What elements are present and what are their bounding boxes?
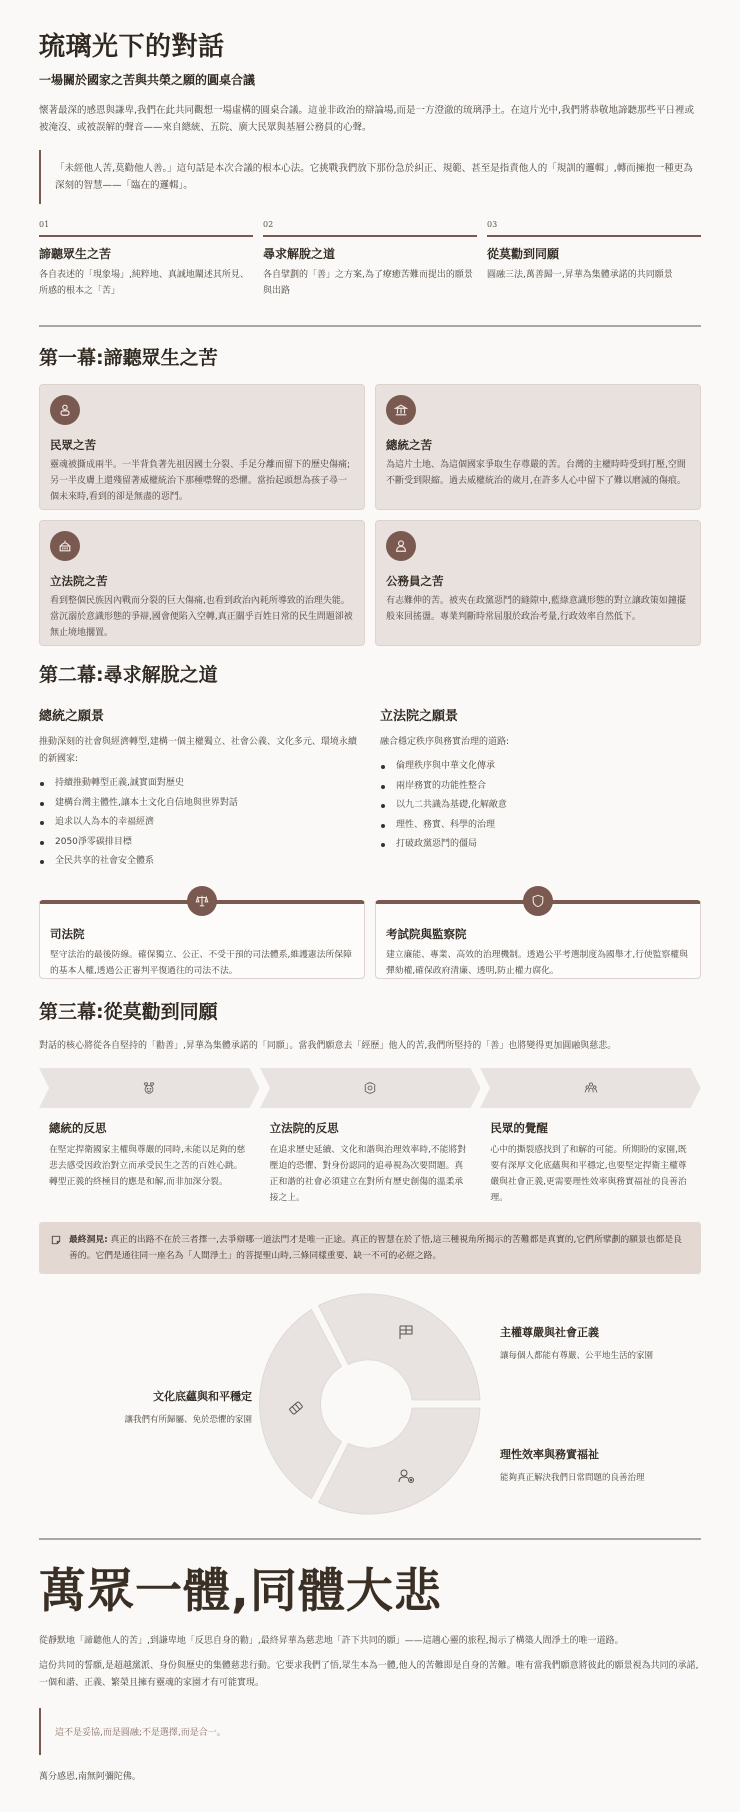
reflection-text: 心中的撕裂感找到了和解的可能。所期盼的家園,既要有深厚文化底蘊與和平穩定,也要堅定捍衛主權尊嚴與社會正義,更需要理性效率與務實福祉的良善治理。: [490, 1144, 687, 1203]
card-text: 有志難伸的苦。被夾在政黨惡鬥的縫隙中,藍綠意識形態的對立讓政策如鐘擺般來回搖盪。專業判斷時常屈服於政治考量,行政效率自然低下。: [386, 596, 686, 622]
step-title: 諦聽眾生之苦: [39, 247, 112, 261]
reflection-text: 在堅定捍衛國家主權與尊嚴的同時,未能以足夠的慈悲去感受因政治對立而承受民生之苦的百姓心跳。轉型正義的終極目的應是和解,而非加深分裂。: [49, 1144, 246, 1187]
reflection-people: [490, 1120, 691, 1206]
visions: [39, 705, 701, 872]
step-3: [487, 220, 701, 299]
court-card-judicial: [39, 900, 365, 979]
reflection-legislature: [270, 1120, 471, 1206]
court-title: 考試院與監察院: [386, 926, 467, 941]
court-text: 堅守法治的最後防線。確保獨立、公正、不受干預的司法體系,維護憲法所保障的基本人權,透過公正審判平復過往的司法不法。: [50, 949, 352, 976]
segment-description: 讓我們有所歸屬、免於恐懼的家園: [124, 1414, 252, 1425]
step-divider: [487, 235, 701, 237]
vision-title: 立法院之願景: [380, 709, 459, 724]
step-2: [263, 220, 477, 299]
list-item: 追求以人為本的幸福經濟: [39, 813, 360, 833]
process-arrow-1: [39, 1068, 260, 1108]
vision-president: [39, 705, 360, 872]
donut-segment-efficiency: [319, 1408, 481, 1514]
act3-description: 對話的核心將從各自堅持的「勸善」,昇華為集體承諾的「同願」。當我們願意去「經歷」他人的苦,我們所堅持的「善」也將變得更加圓融與慈悲。: [39, 1040, 617, 1051]
act2-heading: 第二幕:尋求解脫之道: [39, 664, 218, 686]
reflections: [39, 1120, 701, 1206]
people-group-icon: [584, 1081, 598, 1095]
card-text: 靈魂被撕成兩半。一半背負著先祖因國土分裂、手足分離而留下的歷史傷痛;另一半皮膚上還殘留著威權統治下那種噤聲的恐懼。當抬起頭想為孩子尋一個未來時,看到的卻是無盡的惡鬥。: [50, 460, 351, 502]
scales-icon: [187, 886, 217, 916]
donut-segment-sovereignty: [319, 1293, 481, 1399]
insight-label: 最終洞見:: [69, 1234, 108, 1245]
section-divider: [39, 325, 701, 327]
section-divider: [39, 1538, 701, 1540]
process-arrow-2: [260, 1068, 481, 1108]
step-title: 從莫勸到同願: [487, 247, 560, 261]
step-divider: [39, 235, 253, 237]
reflection-title: 總統的反思: [49, 1120, 107, 1135]
card-title: 立法院之苦: [50, 574, 108, 588]
court-cards: [39, 900, 701, 979]
reflection-president: [49, 1120, 250, 1206]
step-title: 尋求解脫之道: [263, 247, 336, 261]
list-item: 以九二共識為基礎,化解敵意: [380, 796, 701, 816]
list-item: 2050淨零碳排目標: [39, 833, 360, 853]
finale-title: 萬眾一體,同體大悲: [39, 1563, 442, 1619]
intro-paragraph: 懷著最深的感恩與謙卑,我們在此共同觀想一場虛構的圓桌合議。這並非政治的辯論場,而是一方澄澈的琉璃淨土。在這片光中,我們將恭敬地諦聽那些平日裡或被淹沒、或被誤解的聲音——來自總統、五院、廣大民眾與基層公務員的心聲。: [39, 105, 695, 133]
segment-description: 能夠真正解決我們日常問題的良善治理: [500, 1472, 645, 1483]
court-card-examination-control: [375, 900, 701, 979]
reflection-text: 在追求歷史延續、文化和諧與治理效率時,不能將對壓迫的恐懼、對身份認同的追尋視為次要問題。真正和諧的社會必須建立在對所有歷史創傷的溫柔承接之上。: [269, 1144, 466, 1203]
segment-title: 理性效率與務實福祉: [500, 1447, 599, 1461]
shield-icon: [523, 886, 553, 916]
list-item: 倫理秩序與中華文化傳承: [380, 757, 701, 777]
flower-icon: [363, 1081, 377, 1095]
act1-heading: 第一幕:諦聽眾生之苦: [39, 347, 218, 369]
finale-paragraph-2: 這份共同的誓願,是超越黨派、身份與歷史的集體慈悲行動。它要求我們了悟,眾生本為一體,他人的苦難即是自身的苦難。唯有當我們願意將彼此的願景視為共同的承諾,一個和諧、正義、繁榮且擁有靈魂的家園才有可能實現。: [39, 1660, 699, 1688]
smiley-hearts-icon: [142, 1081, 156, 1095]
civil-servant-icon: [386, 531, 416, 561]
donut-label-efficiency: [500, 1446, 645, 1483]
final-insight-callout: [39, 1222, 701, 1274]
suffering-card-legislature: [39, 520, 365, 646]
card-text: 為這片土地、為這個國家爭取生存尊嚴的苦。台灣的主權時時受到打壓,空間不斷受到限縮。過去威權統治的歲月,在許多人心中留下了難以磨滅的傷痕。: [386, 460, 686, 486]
step-description: 各自表述的「現象場」,純粹地、真誠地闡述其所見、所感的根本之「苦」: [39, 270, 249, 296]
donut-label-sovereignty: [500, 1324, 653, 1361]
list-item: 建構台灣主體性,讓本土文化自信地與世界對話: [39, 794, 360, 814]
segment-title: 主權尊嚴與社會正義: [500, 1325, 599, 1339]
step-number: 01: [39, 220, 50, 229]
suffering-card-president: [375, 384, 701, 510]
process-arrow-3: [480, 1068, 701, 1108]
card-title: 總統之苦: [386, 438, 432, 452]
card-text: 看到整個民族因內戰而分裂的巨大傷痛,也看到政治內耗所導致的治理失能。當沉溺於意識形態的爭辯,國會便陷入空轉,真正關乎百姓日常的民生問題卻被無止境地擱置。: [50, 596, 353, 638]
vision-title: 總統之願景: [39, 709, 105, 724]
person-icon: [50, 395, 80, 425]
card-title: 公務員之苦: [386, 574, 444, 588]
vision-list: [380, 757, 701, 855]
segment-title: 文化底蘊與和平穩定: [153, 1389, 252, 1403]
segment-description: 讓每個人都能有尊嚴、公平地生活的家園: [500, 1350, 654, 1361]
government-building-icon: [386, 395, 416, 425]
donut-chart: [39, 1284, 701, 1524]
step-1: [39, 220, 253, 299]
intro-quote: 「未經他人苦,莫勸他人善。」這句話是本次合議的根本心法。它挑戰我們放下那份急於糾正、規範、甚至是指責他人的「規訓的邏輯」,轉而擁抱一種更為深刻的智慧——「臨在的邏輯」。: [39, 150, 701, 204]
reflection-title: 立法院的反思: [269, 1120, 339, 1135]
step-divider: [263, 235, 477, 237]
insight-body: 真正的出路不在於三者擇一,去爭辯哪一道法門才是唯一正途。真正的智慧在於了悟,這三種視角所揭示的苦難都是真實的,它們所擘劃的願景也都是良善的。它們是通往同一座名為「人間淨土」的菩提聖山時,三條同樣重要、缺一不可的必經之路。: [69, 1234, 682, 1261]
step-description: 各自擘劃的「善」之方案,為了療癒苦難而提出的願景與出路: [263, 270, 473, 296]
list-item: 理性、務實、科學的治理: [380, 816, 701, 836]
donut-graphic: [248, 1284, 488, 1524]
list-item: 打破政黨惡鬥的僵局: [380, 835, 701, 855]
reflection-title: 民眾的覺醒: [490, 1120, 548, 1135]
list-item: 持續推動轉型正義,誠實面對歷史: [39, 774, 360, 794]
steps-overview: [39, 220, 701, 299]
list-item: 全民共享的社會安全體系: [39, 852, 360, 872]
vision-description: 推動深刻的社會與經濟轉型,建構一個主權獨立、社會公義、文化多元、環境永續的新國家:: [39, 737, 357, 764]
page-subtitle: 一場關於國家之苦與共榮之願的圓桌合議: [39, 73, 256, 87]
court-text: 建立廉能、專業、高效的治理機制。透過公平考選制度為國舉才,行使監察權與彈劾權,確保政府清廉、透明,防止權力腐化。: [386, 949, 688, 976]
step-number: 03: [487, 220, 498, 229]
suffering-card-people: [39, 384, 365, 510]
finale-quote: 這不是妥協,而是圓融;不是選擇,而是合一。: [39, 1708, 701, 1755]
vision-legislature: [380, 705, 701, 872]
finale-paragraph-1: 從靜默地「諦聽他人的苦」,到謙卑地「反思自身的勸」,最終昇華為慈悲地「許下共同的願」——這趟心靈的旅程,揭示了構築人間淨土的唯一道路。: [39, 1635, 624, 1646]
suffering-card-civil-servants: [375, 520, 701, 646]
act3-heading: 第三幕:從莫勸到同願: [39, 1000, 218, 1023]
insight-text: [69, 1232, 689, 1264]
suffering-cards: [39, 384, 701, 646]
page-title: 琉璃光下的對話: [39, 32, 225, 62]
note-icon: [51, 1235, 61, 1245]
court-title: 司法院: [50, 926, 85, 941]
step-description: 圓融三法,萬善歸一,昇華為集體承諾的共同願景: [487, 270, 673, 280]
card-title: 民眾之苦: [50, 438, 96, 452]
vision-list: [39, 774, 360, 872]
process-arrows: [39, 1068, 701, 1108]
parliament-dome-icon: [50, 531, 80, 561]
list-item: 兩岸務實的功能性整合: [380, 777, 701, 797]
donut-label-culture: [124, 1388, 252, 1425]
closing-thanks: 萬分感恩,南無阿彌陀佛。: [39, 1771, 141, 1782]
vision-description: 融合穩定秩序與務實治理的道路:: [380, 737, 510, 747]
step-number: 02: [263, 220, 274, 229]
